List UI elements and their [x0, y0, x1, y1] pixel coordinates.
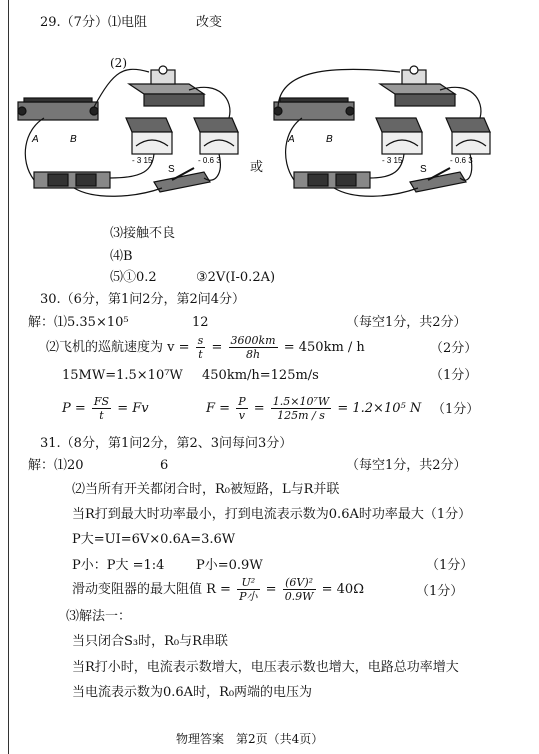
q30-speed-result: = 450km / h	[283, 340, 365, 355]
q30-sol1: 解：⑴5.35×10⁵	[28, 315, 129, 330]
q29-part4: ⑷B	[110, 249, 133, 264]
circuit-diagram-right	[270, 60, 502, 205]
q31-line6-score: （1分）	[416, 584, 464, 599]
q31-sol1-score: （每空1分，共2分）	[346, 458, 467, 473]
ammeter-scale-label: - 0.6 3	[198, 156, 221, 165]
q30-frac-s-t: $\frac{s}{t}$	[197, 334, 204, 361]
q30-header: 30.（6分，第1问2分，第2问4分）	[40, 292, 246, 307]
rheostat-label-b-right: B	[326, 134, 333, 145]
q30-line3a: 15MW=1.5×10⁷W	[62, 368, 183, 383]
voltmeter-scale-label-right: - 3 15	[382, 156, 403, 165]
q31-line7: ⑶解法一：	[66, 609, 132, 624]
switch-label-right: S	[420, 164, 427, 175]
q31-line2: ⑵当所有开关都闭合时，R₀被短路，L与R并联	[72, 482, 340, 497]
q31-header: 31.（8分，第1问2分，第2、3问每问3分）	[40, 436, 293, 451]
q29-header: 29.（7分）⑴电阻	[40, 15, 147, 30]
q31-eq: =	[265, 582, 277, 597]
rheostat-label-a-right: A	[288, 134, 295, 145]
q30-frac-fs-t: $\frac{FS}{t}$	[93, 395, 110, 422]
q29-part3: ⑶接触不良	[110, 226, 176, 241]
page-footer: 物理答案 第2页（共4页）	[176, 732, 324, 746]
rheostat-label-b: B	[70, 134, 77, 145]
q30-line3-score: （1分）	[430, 368, 478, 383]
q29-answer-change: 改变	[196, 15, 223, 30]
q31-line9: 当R打小时，电流表示数增大，电压表示数也增大，电路总功率增大	[72, 660, 459, 675]
q29-part5b: ③2V(I-0.2A)	[196, 270, 276, 285]
q30-speed-formula	[46, 333, 365, 363]
q31-line3: 当R打到最大时功率最小，打到电流表示数为0.6A时功率最大（1分）	[72, 507, 472, 522]
q30-sol2-score: （2分）	[430, 341, 478, 356]
q30-p-lhs: P =	[62, 401, 86, 416]
q30-power-formula	[62, 392, 149, 426]
q30-line3b: 450km/h=125m/s	[202, 368, 319, 383]
q30-f-eq: =	[253, 401, 265, 416]
q31-line4: P大=UI=6V×0.6A=3.6W	[72, 532, 236, 547]
q29-part2-label: (2)	[110, 56, 127, 70]
q31-line10: 当电流表示数为0.6A时，R₀两端的电压为	[72, 685, 313, 700]
q30-frac-values: $\frac{\text{1.5×10⁷W}}{125m / s}$	[272, 395, 330, 422]
q31-frac-values: $\frac{\text{(6V)²}}{0.9W}$	[284, 576, 314, 603]
q30-sol1-score: （每空1分，共2分）	[346, 315, 467, 330]
q29-or-label: 或	[250, 160, 264, 175]
q30-speed-pre: ⑵飞机的巡航速度为 v =	[46, 340, 190, 355]
rheostat-label-a: A	[32, 134, 39, 145]
q29-part5a: ⑸①0.2	[110, 270, 157, 285]
q30-force-formula	[206, 392, 421, 426]
switch-label: S	[168, 164, 175, 175]
q30-f-lhs: F =	[206, 401, 231, 416]
circuit-diagram-left	[14, 60, 246, 205]
q30-force-result: = 1.2×10⁵ N	[337, 401, 422, 416]
q31-resistance-formula	[72, 572, 364, 608]
q31-sol1: 解：⑴20	[28, 458, 84, 473]
q30-sol1b: 12	[192, 315, 209, 330]
q30-frac-distance-time: $\frac{3600km}{8h}$	[230, 334, 276, 361]
ammeter-scale-label-right: - 0.6 3	[450, 156, 473, 165]
q31-resistance-result: = 40Ω	[321, 582, 364, 597]
q30-eq: =	[211, 340, 223, 355]
q31-resistance-pre: 滑动变阻器的最大阻值 R =	[72, 582, 231, 597]
page-left-rule	[8, 0, 9, 754]
q31-line5a: P小：P大 =1:4	[72, 558, 165, 573]
q31-frac-u2-p: $\frac{\text{U²}}{\text{P小}}$	[239, 576, 258, 603]
voltmeter-scale-label: - 3 15	[132, 156, 153, 165]
q31-line5-score: （1分）	[426, 558, 474, 573]
q30-p-rhs: = Fv	[117, 401, 149, 416]
q31-sol1b: 6	[160, 458, 169, 473]
q31-line5b: P小=0.9W	[196, 558, 263, 573]
q30-frac-p-v: $\frac{P}{v}$	[238, 395, 246, 422]
q30-force-score: （1分）	[432, 402, 480, 417]
q31-line8: 当只闭合S₃时，R₀与R串联	[72, 634, 228, 649]
